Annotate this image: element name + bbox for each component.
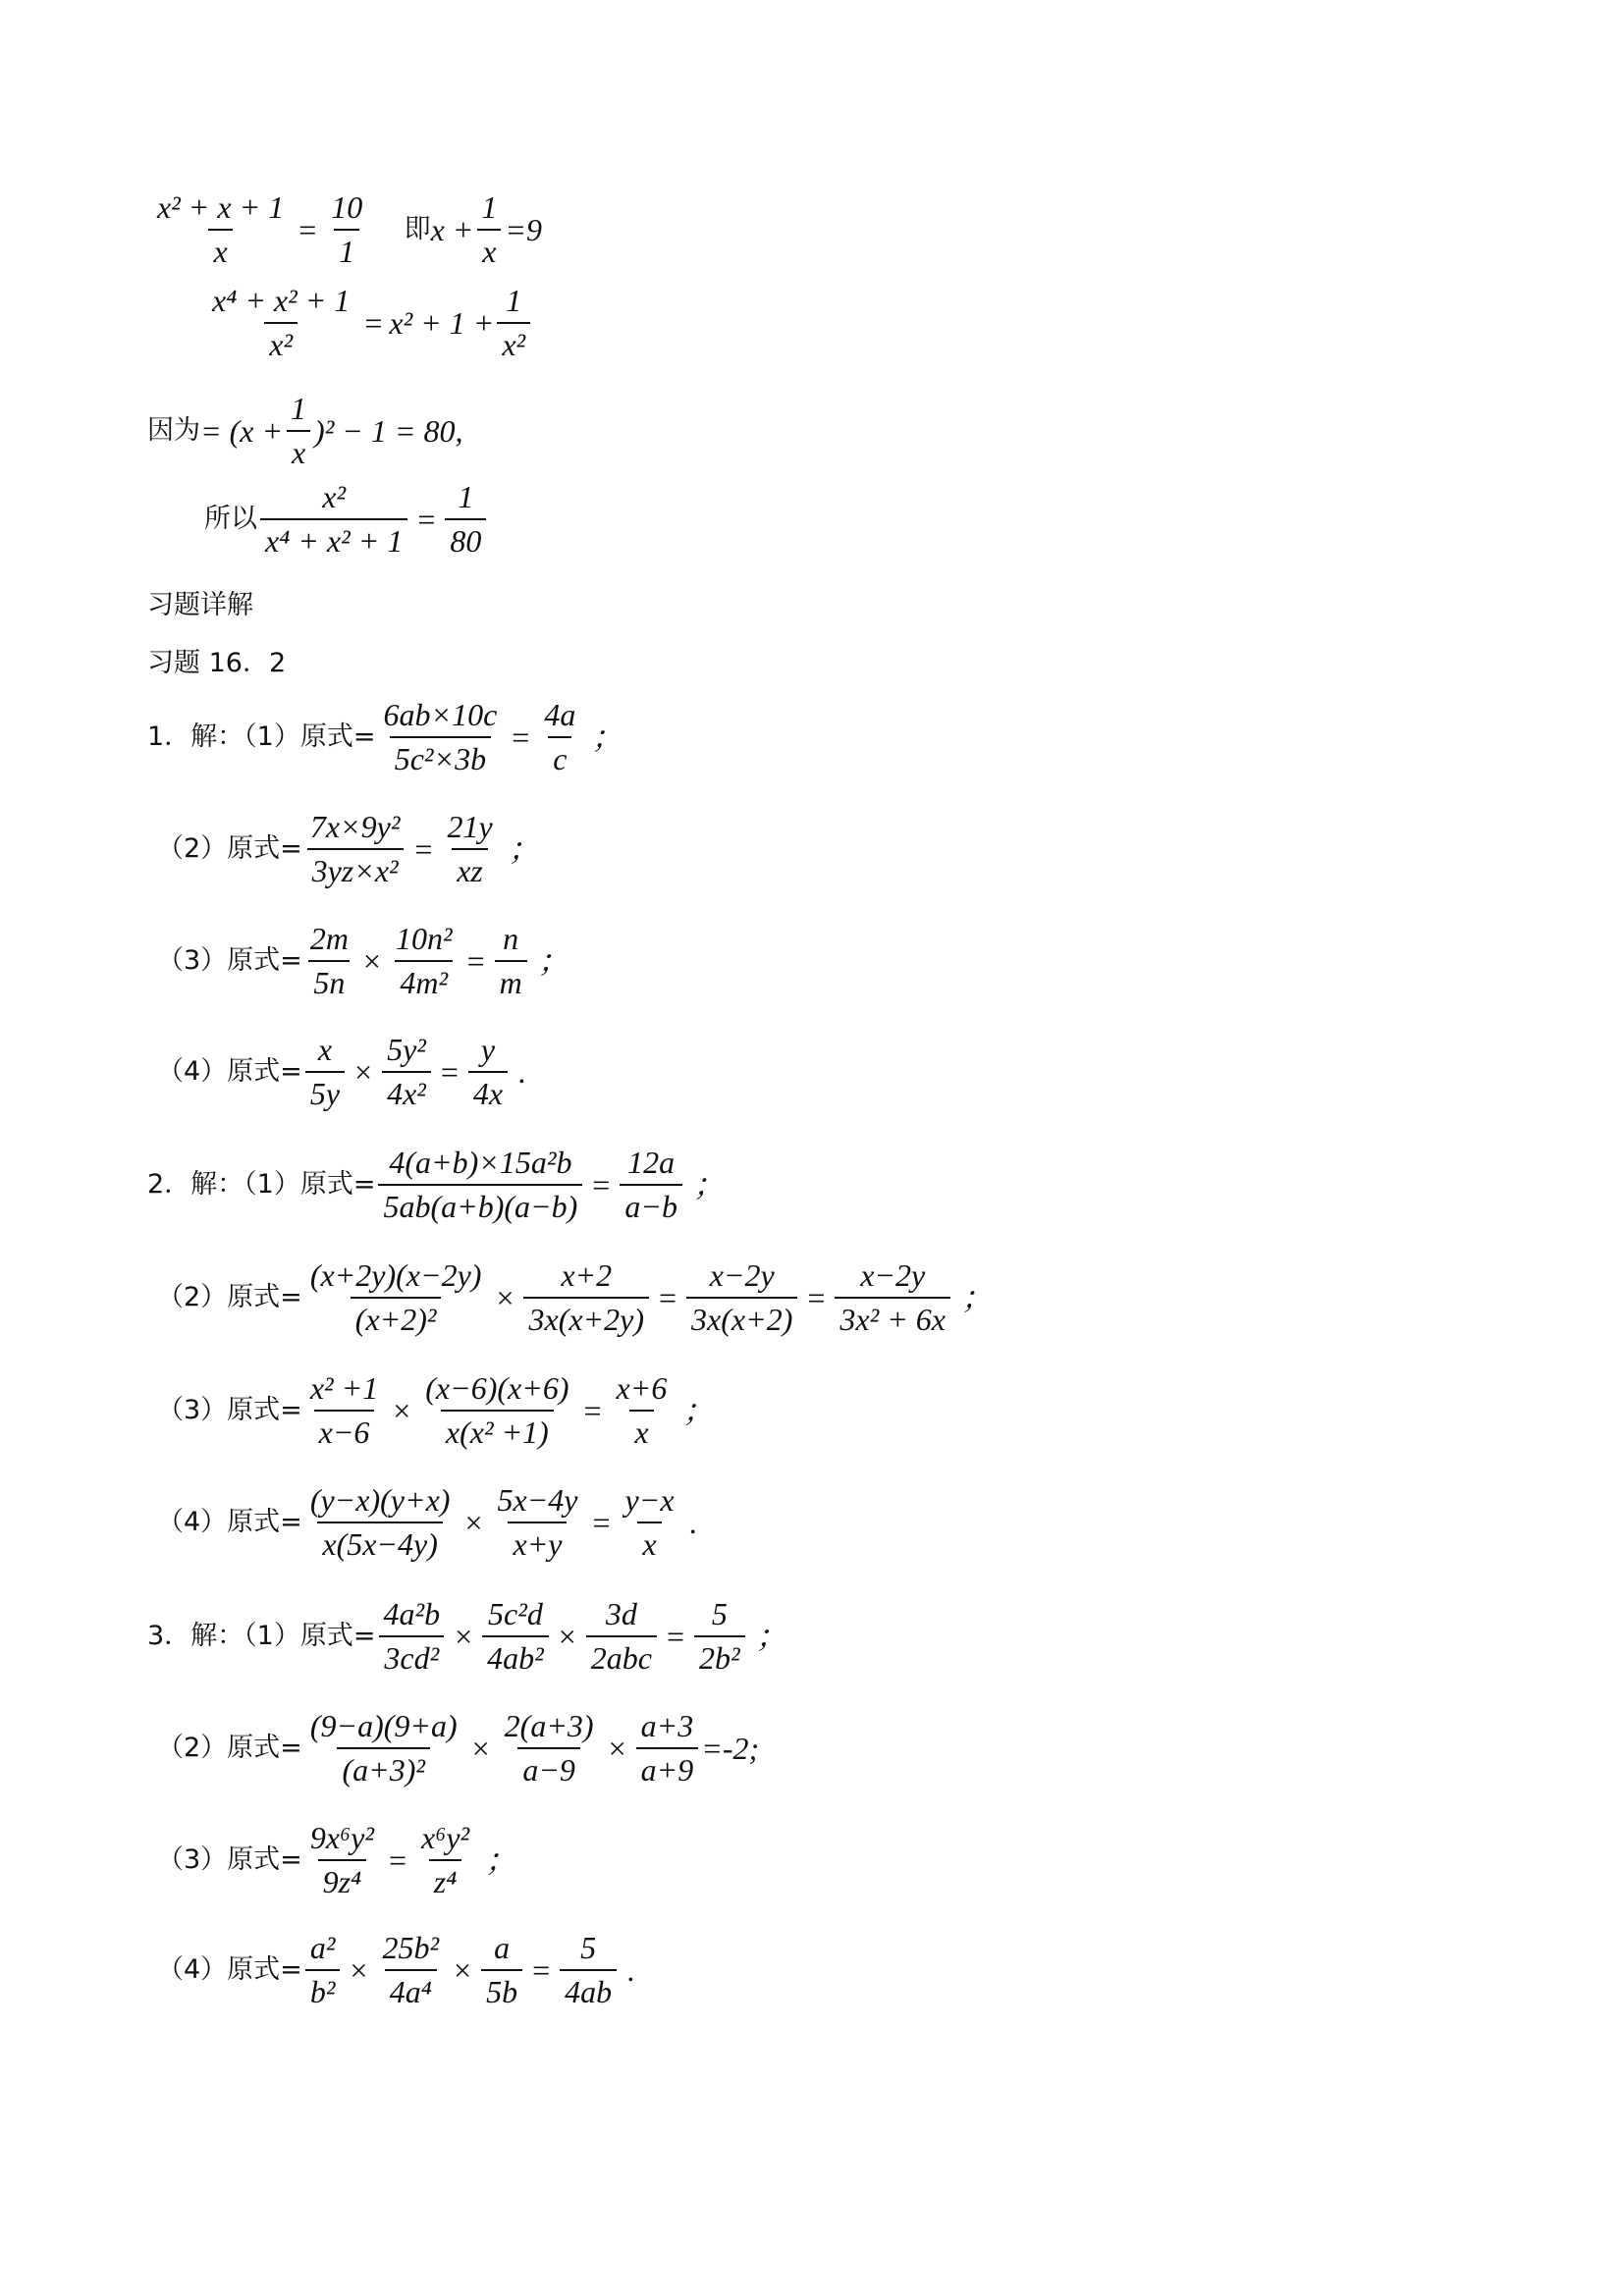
problem-label: （2）原式= bbox=[157, 833, 302, 864]
fraction bbox=[378, 699, 502, 774]
operator: = bbox=[414, 830, 433, 867]
denominator: 3yz×x² bbox=[307, 848, 404, 886]
intro-line bbox=[147, 393, 462, 468]
fraction bbox=[560, 1932, 617, 2007]
operator: = bbox=[532, 1951, 551, 1988]
fraction bbox=[378, 1147, 582, 1222]
intro-line bbox=[204, 481, 489, 557]
expression: x + bbox=[430, 211, 474, 247]
problem-label: （4）原式= bbox=[157, 1056, 302, 1087]
fraction bbox=[377, 1932, 444, 2007]
denominator: 5b bbox=[481, 1969, 522, 2007]
denominator: 3cd² bbox=[379, 1635, 444, 1674]
operator: × bbox=[464, 1504, 483, 1540]
fraction bbox=[482, 1598, 549, 1674]
numerator: 1 bbox=[458, 479, 474, 514]
fraction bbox=[523, 1259, 649, 1335]
numerator: (x−6)(x+6) bbox=[425, 1370, 569, 1406]
fraction bbox=[391, 923, 458, 998]
expression: ； bbox=[529, 942, 569, 979]
problem-line bbox=[157, 923, 569, 998]
numerator: (9−a)(9+a) bbox=[309, 1708, 458, 1743]
numerator: 7x×9y² bbox=[309, 809, 401, 844]
line-prefix: 因为 bbox=[147, 415, 200, 446]
operator: = bbox=[298, 211, 317, 247]
operator: = bbox=[388, 1842, 406, 1878]
numerator: 1 bbox=[291, 391, 307, 426]
numerator: 12a bbox=[627, 1145, 676, 1180]
fraction bbox=[500, 1710, 599, 1786]
denominator: x+y bbox=[508, 1522, 567, 1560]
fraction bbox=[445, 481, 486, 557]
fraction bbox=[305, 811, 406, 886]
denominator: 5y bbox=[305, 1071, 345, 1109]
denominator: x⁴ + x² + 1 bbox=[260, 518, 407, 557]
problem-line bbox=[157, 1484, 698, 1560]
fraction bbox=[152, 191, 289, 267]
problem-label: （2）原式= bbox=[157, 1282, 302, 1312]
fraction bbox=[305, 1932, 341, 2007]
operator: × bbox=[354, 1053, 373, 1090]
numerator: 25b² bbox=[382, 1930, 440, 1965]
problem-label: （3）原式= bbox=[157, 945, 302, 976]
fraction bbox=[539, 699, 580, 774]
fraction bbox=[416, 1822, 474, 1897]
denominator: 3x² + 6x bbox=[835, 1297, 950, 1335]
denominator: 5ab(a+b)(a−b) bbox=[378, 1184, 582, 1222]
numerator: x+2 bbox=[561, 1257, 613, 1293]
expression: x² + 1 + bbox=[389, 304, 495, 341]
numerator: a bbox=[494, 1930, 511, 1965]
problem-line bbox=[157, 1259, 993, 1335]
problem-line bbox=[157, 1710, 759, 1786]
fraction bbox=[326, 191, 367, 267]
numerator: 1 bbox=[481, 189, 498, 225]
problem-label: （3）原式= bbox=[157, 1844, 302, 1875]
numerator: 9x⁶y² bbox=[309, 1820, 374, 1855]
problem-label: （3）原式= bbox=[157, 1395, 302, 1425]
intro-line bbox=[149, 191, 542, 267]
fraction bbox=[305, 1822, 379, 1897]
operator: = bbox=[466, 942, 485, 979]
numerator: 21y bbox=[447, 809, 493, 844]
denominator: x bbox=[629, 1410, 653, 1448]
exercise-heading: 习题 16．2 bbox=[147, 648, 287, 678]
denominator: 9z⁴ bbox=[318, 1859, 367, 1897]
expression: ； bbox=[953, 1279, 994, 1315]
denominator: 4ab² bbox=[482, 1635, 549, 1674]
numerator: 5 bbox=[711, 1596, 728, 1631]
fraction bbox=[476, 191, 502, 267]
fraction bbox=[694, 1598, 745, 1674]
problem-line bbox=[147, 1598, 787, 1674]
section-heading: 习题详解 bbox=[147, 590, 253, 620]
numerator: n bbox=[503, 921, 519, 956]
numerator: 4a²b bbox=[383, 1596, 441, 1631]
expression: )² − 1 = 80, bbox=[314, 412, 463, 449]
fraction bbox=[621, 1484, 679, 1560]
fraction bbox=[207, 285, 354, 360]
fraction bbox=[442, 811, 497, 886]
numerator: 2(a+3) bbox=[504, 1708, 594, 1743]
denominator: x bbox=[287, 430, 310, 468]
numerator: x+6 bbox=[616, 1370, 668, 1406]
fraction bbox=[636, 1710, 699, 1786]
fraction bbox=[305, 1484, 456, 1560]
fraction bbox=[481, 1932, 522, 2007]
problem-label: （4）原式= bbox=[157, 1954, 302, 1985]
intro-line bbox=[204, 285, 533, 360]
denominator: c bbox=[548, 736, 571, 774]
denominator: a−b bbox=[620, 1184, 682, 1222]
denominator: z⁴ bbox=[429, 1859, 462, 1897]
operator: × bbox=[362, 942, 381, 979]
problem-label: 1．解：（1）原式= bbox=[147, 721, 376, 752]
denominator: x(5x−4y) bbox=[317, 1522, 443, 1560]
expression: = (x + bbox=[200, 412, 284, 449]
fraction bbox=[612, 1372, 673, 1448]
fraction bbox=[286, 393, 311, 468]
numerator: x² bbox=[322, 479, 347, 514]
expression: . bbox=[511, 1053, 527, 1090]
problem-label: （4）原式= bbox=[157, 1507, 302, 1537]
fraction bbox=[305, 1034, 345, 1109]
denominator: m bbox=[495, 960, 527, 998]
problem-line bbox=[147, 1147, 725, 1222]
problem-line bbox=[157, 1932, 635, 2007]
expression: ； bbox=[747, 1618, 787, 1654]
expression: ； bbox=[684, 1166, 725, 1202]
numerator: 6ab×10c bbox=[383, 697, 498, 732]
fraction bbox=[305, 1372, 383, 1448]
operator: × bbox=[393, 1392, 411, 1428]
operator: × bbox=[455, 1618, 473, 1654]
numerator: a+3 bbox=[640, 1708, 694, 1743]
denominator: x−6 bbox=[314, 1410, 375, 1448]
operator: × bbox=[454, 1951, 472, 1988]
operator: = bbox=[666, 1618, 685, 1654]
denominator: 2abc bbox=[586, 1635, 657, 1674]
numerator: 10n² bbox=[395, 921, 453, 956]
denominator: x(x² +1) bbox=[441, 1410, 554, 1448]
denominator: xz bbox=[452, 848, 488, 886]
numerator: 5x−4y bbox=[497, 1482, 578, 1518]
fraction bbox=[686, 1259, 797, 1335]
denominator: x bbox=[477, 229, 501, 267]
inline-text: 即 bbox=[370, 214, 431, 244]
numerator: (y−x)(y+x) bbox=[309, 1482, 451, 1518]
numerator: 4(a+b)×15a²b bbox=[389, 1145, 572, 1180]
numerator: x² +1 bbox=[309, 1370, 379, 1406]
problem-line bbox=[157, 1372, 714, 1448]
fraction bbox=[382, 1034, 431, 1109]
numerator: 5 bbox=[580, 1930, 597, 1965]
operator: = bbox=[440, 1053, 459, 1090]
expression: ； bbox=[675, 1392, 715, 1428]
operator: = bbox=[364, 304, 383, 341]
fraction bbox=[835, 1259, 950, 1335]
denominator: 5n bbox=[308, 960, 350, 998]
expression: ； bbox=[583, 719, 623, 755]
expression: =9 bbox=[505, 211, 542, 247]
fraction bbox=[378, 1598, 445, 1674]
fraction bbox=[497, 285, 530, 360]
denominator: x bbox=[208, 229, 232, 267]
denominator: x² bbox=[264, 322, 298, 360]
denominator: 4x² bbox=[382, 1071, 431, 1109]
denominator: a−9 bbox=[517, 1747, 580, 1786]
expression: ； bbox=[477, 1842, 517, 1878]
problem-line bbox=[157, 1822, 516, 1897]
denominator: x bbox=[637, 1522, 661, 1560]
numerator: a² bbox=[309, 1930, 336, 1965]
operator: × bbox=[496, 1279, 514, 1315]
numerator: (x+2y)(x−2y) bbox=[309, 1257, 482, 1293]
numerator: y bbox=[480, 1032, 496, 1067]
operator: = bbox=[659, 1279, 677, 1315]
operator: = bbox=[807, 1279, 826, 1315]
numerator: 5c²d bbox=[488, 1596, 543, 1631]
fraction bbox=[305, 1710, 462, 1786]
denominator: 4a⁴ bbox=[385, 1969, 437, 2007]
fraction bbox=[420, 1372, 573, 1448]
problem-label: （2）原式= bbox=[157, 1733, 302, 1763]
denominator: 4m² bbox=[395, 960, 453, 998]
problem-line bbox=[157, 1034, 526, 1109]
fraction bbox=[260, 481, 407, 557]
numerator: y−x bbox=[624, 1482, 675, 1518]
operator: = bbox=[592, 1166, 611, 1202]
numerator: 3d bbox=[605, 1596, 637, 1631]
operator: × bbox=[350, 1951, 368, 1988]
operator: × bbox=[558, 1618, 576, 1654]
expression: . bbox=[681, 1504, 698, 1540]
denominator: a+9 bbox=[636, 1747, 699, 1786]
operator: = bbox=[512, 719, 530, 755]
denominator: 5c²×3b bbox=[390, 736, 491, 774]
numerator: 4a bbox=[544, 697, 576, 732]
numerator: x⁴ + x² + 1 bbox=[212, 283, 351, 318]
line-prefix: 所以 bbox=[204, 504, 257, 534]
denominator: (a+3)² bbox=[337, 1747, 430, 1786]
fraction bbox=[620, 1147, 682, 1222]
operator: = bbox=[417, 501, 436, 537]
numerator: x² + x + 1 bbox=[157, 189, 285, 225]
denominator: b² bbox=[305, 1969, 341, 2007]
expression: ； bbox=[500, 830, 540, 867]
denominator: 80 bbox=[445, 518, 486, 557]
fraction bbox=[468, 1034, 508, 1109]
expression: . bbox=[620, 1951, 636, 1988]
numerator: 1 bbox=[506, 283, 522, 318]
fraction bbox=[492, 1484, 582, 1560]
operator: = bbox=[592, 1504, 611, 1540]
fraction bbox=[305, 1259, 487, 1335]
numerator: x bbox=[317, 1032, 333, 1067]
denominator: 3x(x+2) bbox=[686, 1297, 797, 1335]
numerator: 10 bbox=[331, 189, 363, 225]
denominator: x² bbox=[497, 322, 530, 360]
fraction bbox=[305, 923, 353, 998]
denominator: 1 bbox=[334, 229, 359, 267]
denominator: 3x(x+2y) bbox=[523, 1297, 649, 1335]
numerator: x−2y bbox=[860, 1257, 926, 1293]
operator: × bbox=[471, 1730, 490, 1766]
denominator: 4ab bbox=[560, 1969, 617, 2007]
problem-line bbox=[147, 699, 623, 774]
numerator: x−2y bbox=[709, 1257, 775, 1293]
problem-label: 2．解：（1）原式= bbox=[147, 1169, 376, 1200]
numerator: 5y² bbox=[387, 1032, 426, 1067]
operator: × bbox=[608, 1730, 626, 1766]
fraction bbox=[495, 923, 527, 998]
denominator: 4x bbox=[468, 1071, 508, 1109]
problem-line bbox=[157, 811, 540, 886]
fraction bbox=[586, 1598, 657, 1674]
denominator: 2b² bbox=[694, 1635, 745, 1674]
numerator: 2m bbox=[309, 921, 349, 956]
operator: = bbox=[583, 1392, 602, 1428]
expression: =-2; bbox=[701, 1730, 760, 1766]
denominator: (x+2)² bbox=[351, 1297, 442, 1335]
numerator: x⁶y² bbox=[420, 1820, 470, 1855]
problem-label: 3．解：（1）原式= bbox=[147, 1621, 376, 1651]
